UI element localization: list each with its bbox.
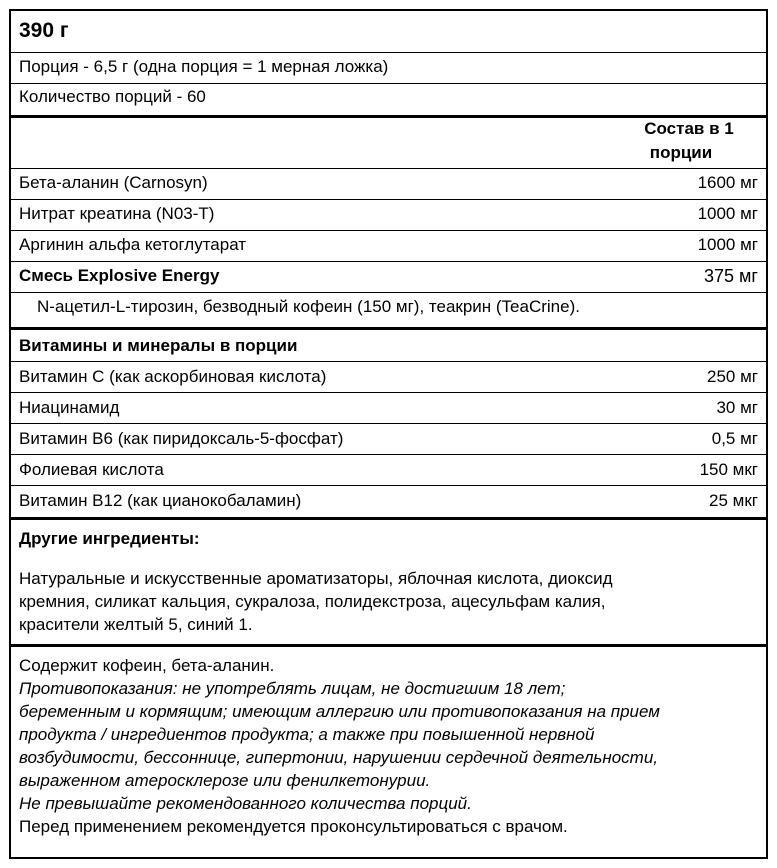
contraindication-text: выраженном атеросклерозе или фенилкетонурии. [19, 771, 431, 790]
vitamin-amount: 150 мкг [699, 460, 758, 479]
other-ingredients-text: красители желтый 5, синий 1. [19, 615, 253, 634]
vitamins-title-text: Витамины и минералы в порции [19, 336, 298, 355]
divider [11, 392, 766, 393]
divider [11, 168, 766, 169]
ingredient-name: Нитрат креатина (N03-T) [19, 204, 215, 223]
vitamin-name: Витамин В12 (как цианокобаламин) [19, 491, 302, 510]
divider [11, 52, 766, 53]
contraindication-text: продукта / ингредиентов продукта; а также при повышенной нервной [19, 725, 595, 744]
vitamin-amount: 0,5 мг [711, 429, 758, 448]
other-ingredients-text: кремния, силикат кальция, сукралоза, полидекстроза, ацесульфам калия, [19, 592, 606, 611]
net-weight-text: 390 г [19, 19, 69, 42]
blend-name: Смесь Explosive Energy [19, 266, 220, 285]
divider [11, 292, 766, 293]
blend-amount: 375 мг [704, 266, 758, 286]
section-divider [11, 644, 766, 647]
vitamin-name: Витамин С (как аскорбиновая кислота) [19, 367, 327, 386]
ingredient-amount: 1000 мг [697, 204, 758, 223]
section-divider [11, 517, 766, 520]
servings-count-text: Количество порций - 60 [19, 87, 206, 106]
other-ingredients-title-text: Другие ингредиенты: [19, 529, 200, 548]
per-serving-header-line1: Состав в 1 [644, 119, 734, 138]
section-divider [11, 115, 766, 118]
vitamin-amount: 30 мг [716, 398, 758, 417]
divider [11, 423, 766, 424]
serving-size-text: Порция - 6,5 г (одна порция = 1 мерная ложка) [19, 57, 389, 76]
contraindication-text: Противопоказания: не употреблять лицам, не достигшим 18 лет; [19, 679, 566, 698]
blend-detail-text: N-ацетил-L-тирозин, безводный кофеин (150 мг), теакрин (TeaCrine). [37, 297, 580, 316]
ingredient-amount: 1000 мг [697, 235, 758, 254]
vitamin-name: Фолиевая кислота [19, 460, 164, 479]
dosage-warning-text: Не превышайте рекомендованного количества порций. [19, 794, 472, 813]
vitamin-name: Ниацинамид [19, 398, 120, 417]
ingredient-name: Бета-аланин (Carnosyn) [19, 173, 208, 192]
composition-column-header [11, 119, 766, 165]
divider [11, 83, 766, 84]
divider [11, 485, 766, 486]
contraindication-text: возбудимости, бессоннице, гипертонии, нарушении сердечной деятельности, [19, 748, 658, 767]
divider [11, 230, 766, 231]
other-ingredients-text: Натуральные и искусственные ароматизаторы, яблочная кислота, диоксид [19, 569, 613, 588]
divider [11, 261, 766, 262]
ingredient-name: Аргинин альфа кетоглутарат [19, 235, 247, 254]
divider [11, 361, 766, 362]
divider [11, 199, 766, 200]
contains-note-text: Содержит кофеин, бета-аланин. [19, 656, 275, 675]
contraindication-text: беременным и кормящим; имеющим аллергию или противопоказания на прием [19, 702, 660, 721]
per-serving-header-line2: порции [649, 143, 713, 162]
consult-note-text: Перед применением рекомендуется проконсультироваться с врачом. [19, 817, 568, 836]
nutrition-label [9, 9, 768, 859]
divider [11, 454, 766, 455]
vitamin-name: Витамин В6 (как пиридоксаль-5-фосфат) [19, 429, 344, 448]
ingredient-amount: 1600 мг [697, 173, 758, 192]
vitamin-amount: 25 мкг [709, 491, 758, 510]
section-divider [11, 327, 766, 330]
vitamin-amount: 250 мг [707, 367, 758, 386]
